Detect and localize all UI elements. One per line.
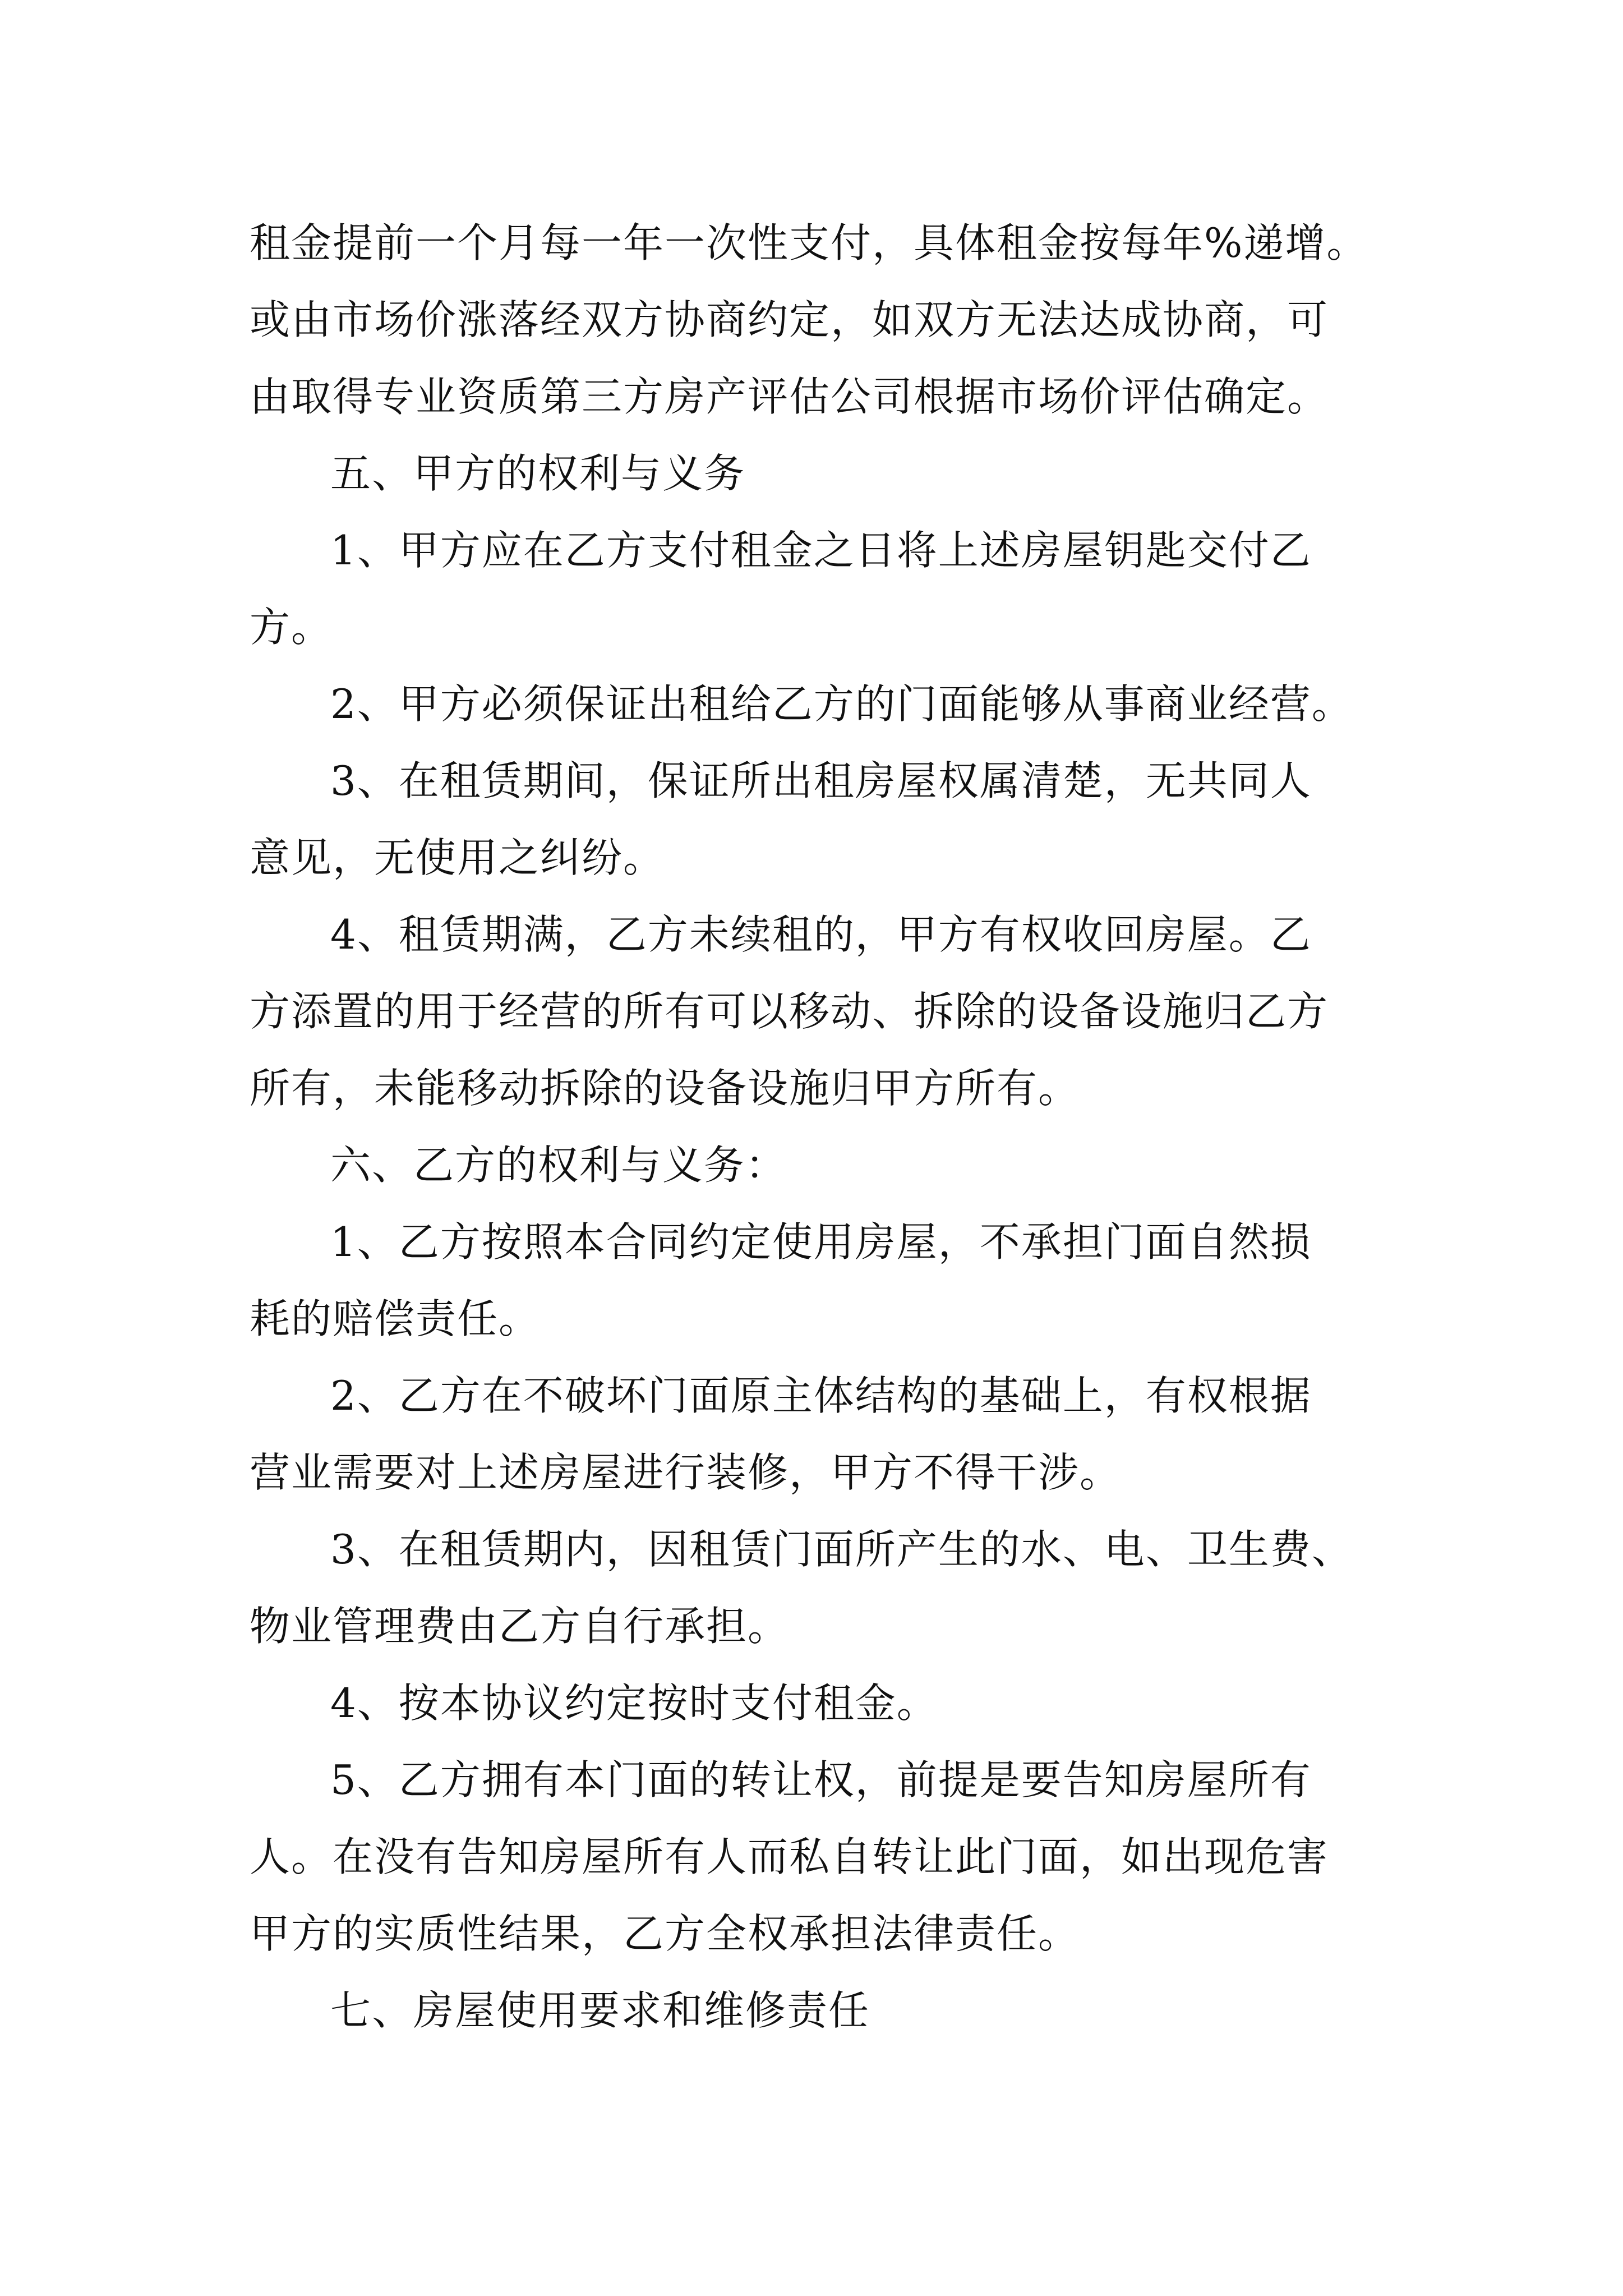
text-line: 物业管理费由乙方自行承担。 [250, 1603, 790, 1650]
text-line: 2、甲方必须保证出租给乙方的门面能够从事商业经营。 [330, 680, 1353, 728]
text-line: 4、按本协议约定按时支付租金。 [330, 1680, 938, 1727]
section-heading: 七、房屋使用要求和维修责任 [330, 1987, 870, 2034]
section-heading: 六、乙方的权利与义务： [330, 1142, 787, 1189]
text-line: 人。在没有告知房屋所有人而私自转让此门面，如出现危害 [250, 1833, 1329, 1880]
text-line: 2、乙方在不破坏门面原主体结构的基础上，有权根据 [330, 1372, 1312, 1419]
text-line: 由取得专业资质第三方房产评估公司根据市场价评估确定。 [250, 373, 1329, 420]
text-line: 营业需要对上述房屋进行装修，甲方不得干涉。 [250, 1449, 1122, 1496]
section-heading: 五、甲方的权利与义务 [330, 450, 746, 497]
text-line: 所有，未能移动拆除的设备设施归甲方所有。 [250, 1065, 1080, 1112]
text-line: 甲方的实质性结果，乙方全权承担法律责任。 [250, 1910, 1080, 1957]
text-line: 意见，无使用之纠纷。 [250, 834, 665, 881]
text-line: 或由市场价涨落经双方协商约定，如双方无法达成协商，可 [250, 296, 1329, 343]
text-line: 4、租赁期满，乙方未续租的，甲方有权收回房屋。乙 [330, 911, 1312, 958]
text-line: 方添置的用于经营的所有可以移动、拆除的设备设施归乙方 [250, 988, 1329, 1035]
text-line: 3、在租赁期内，因租赁门面所产生的水、电、卫生费、 [330, 1526, 1353, 1573]
text-line: 1、甲方应在乙方支付租金之日将上述房屋钥匙交付乙 [330, 527, 1312, 574]
text-line: 方。 [250, 604, 333, 651]
text-line: 租金提前一个月每一年一次性支付，具体租金按每年%递增。 [250, 219, 1368, 266]
text-line: 耗的赔偿责任。 [250, 1295, 541, 1342]
text-line: 5、乙方拥有本门面的转让权，前提是要告知房屋所有 [330, 1756, 1312, 1803]
text-line: 3、在租赁期间，保证所出租房屋权属清楚，无共同人 [330, 757, 1312, 804]
document-body [250, 205, 1405, 2049]
text-line: 1、乙方按照本合同约定使用房屋，不承担门面自然损 [330, 1218, 1312, 1266]
